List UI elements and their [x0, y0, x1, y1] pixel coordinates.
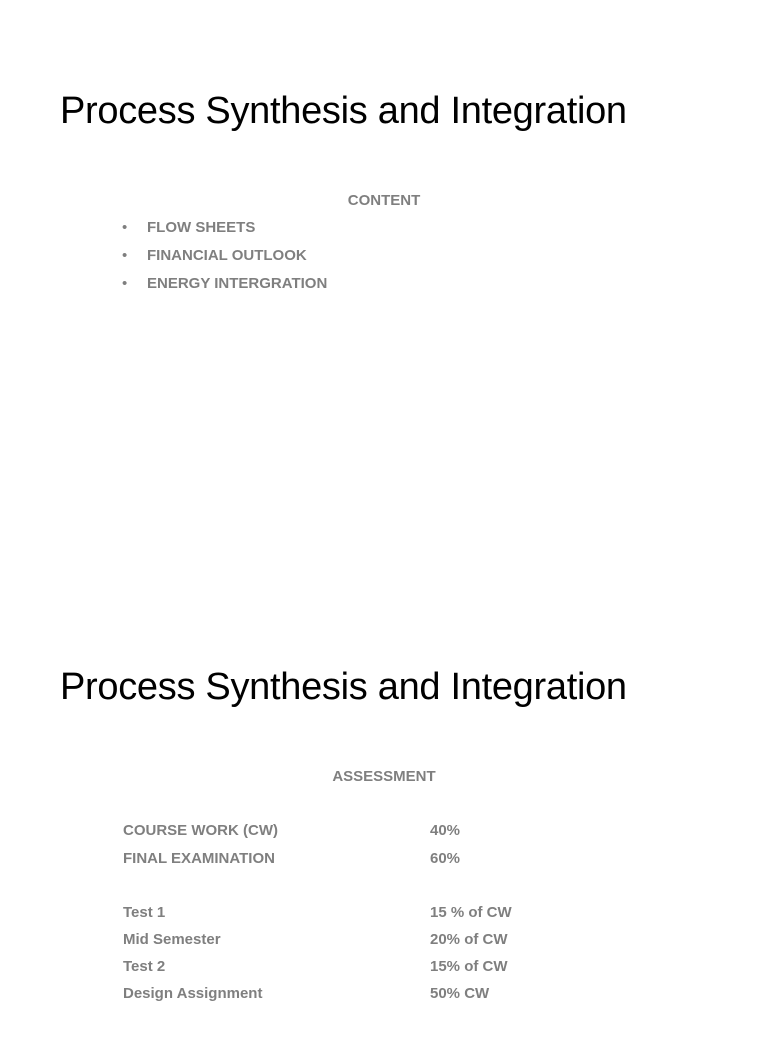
- row-label: Test 2: [123, 958, 166, 975]
- table-row: [123, 849, 643, 877]
- list-item-text: FLOW SHEETS: [147, 219, 256, 236]
- bullet-icon: •: [122, 275, 128, 292]
- row-value: 15 % of CW: [430, 904, 512, 921]
- row-label: Test 1: [123, 904, 166, 921]
- slide-title: Process Synthesis and Integration: [60, 666, 627, 708]
- list-item: [122, 219, 327, 247]
- section-heading: CONTENT: [347, 192, 421, 209]
- row-value: 40%: [430, 822, 461, 839]
- row-label: COURSE WORK (CW): [123, 822, 278, 839]
- list-item: [122, 247, 327, 275]
- table-row: [123, 930, 643, 957]
- row-value: 20% of CW: [430, 931, 508, 948]
- table-row: [123, 957, 643, 984]
- row-label: Mid Semester: [123, 931, 221, 948]
- list-item: [122, 275, 327, 303]
- table-row: [123, 984, 643, 1011]
- bullet-icon: •: [122, 219, 128, 236]
- bullet-icon: •: [122, 247, 128, 264]
- row-label: FINAL EXAMINATION: [123, 850, 275, 867]
- assessment-table: [123, 821, 643, 1037]
- table-row: [123, 821, 643, 849]
- slide-assessment: [0, 576, 768, 1024]
- row-value: 50% CW: [430, 985, 490, 1002]
- row-value: 15% of CW: [430, 958, 508, 975]
- list-item-text: ENERGY INTERGRATION: [147, 275, 328, 292]
- row-value: 60%: [430, 850, 461, 867]
- breakdown-group: [123, 903, 643, 1011]
- table-row: [123, 903, 643, 930]
- weights-group: [123, 821, 643, 877]
- list-item-text: FINANCIAL OUTLOOK: [147, 247, 307, 264]
- content-list: [122, 219, 327, 303]
- section-heading: ASSESSMENT: [332, 768, 436, 785]
- row-label: Design Assignment: [123, 985, 263, 1002]
- slide-title: Process Synthesis and Integration: [60, 90, 627, 132]
